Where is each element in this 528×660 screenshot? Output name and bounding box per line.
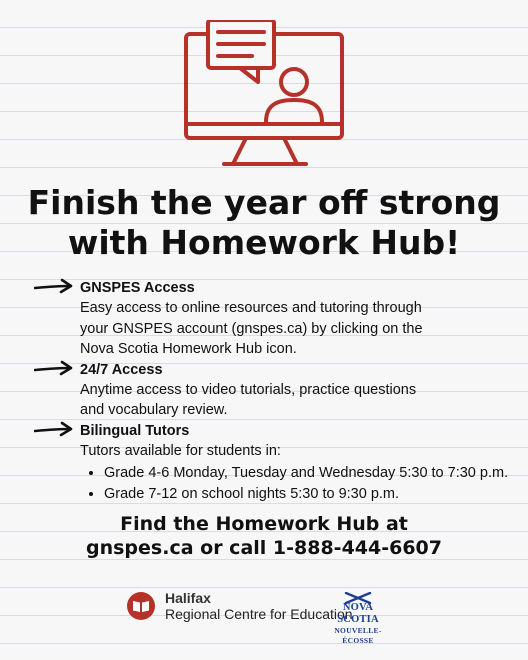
nova-scotia-logo	[322, 592, 394, 646]
section-body-line: Anytime access to video tutorials, practice questions	[80, 381, 417, 398]
headline-line-1: Finish the year off strong	[27, 183, 501, 222]
section-body-line: Tutors available for students in:	[80, 442, 281, 459]
section-body	[80, 380, 514, 421]
cta-line-2: gnspes.ca or call 1-888-444-6607	[86, 537, 442, 559]
arrow-right-icon	[34, 360, 74, 376]
hrce-logo	[126, 590, 353, 622]
section-body-line: your GNSPES account (gnspes.ca) by clicking on the	[80, 320, 423, 337]
section-body	[80, 441, 514, 462]
section-gnspes-access	[34, 278, 514, 360]
cta-line-1: Find the Homework Hub at	[120, 513, 408, 535]
section-body-line: Easy access to online resources and tutoring through	[80, 300, 422, 316]
tutor-schedule-list	[80, 463, 514, 505]
section-title: GNSPES Access	[80, 280, 195, 296]
ns-name: NOVA SCOTIA	[337, 602, 379, 625]
headline-line-2: with Homework Hub!	[67, 223, 461, 262]
section-body	[80, 298, 514, 360]
arrow-right-icon	[34, 421, 74, 437]
section-body-line: and vocabulary review.	[80, 402, 228, 418]
call-to-action	[20, 512, 508, 560]
footer-logos	[0, 590, 528, 645]
feature-list	[34, 278, 514, 505]
hrce-name: Halifax	[165, 590, 211, 606]
section-title: 24/7 Access	[80, 361, 163, 378]
ns-name-fr: NOUVELLE-ÉCOSSE	[334, 626, 382, 645]
list-item: • Grade 4-6 Monday, Tuesday and Wednesday 5:30 to 7:30 p.m.	[104, 463, 514, 484]
list-item: • Grade 7-12 on school nights 5:30 to 9:30 p.m.	[104, 484, 514, 505]
section-bilingual-tutors	[34, 421, 514, 506]
headline	[20, 183, 508, 263]
book-icon	[126, 591, 156, 621]
computer-chat-user-icon	[180, 20, 350, 172]
section-24-7-access	[34, 360, 514, 421]
hrce-subtitle: Regional Centre for Education	[165, 606, 353, 622]
section-body-line: Nova Scotia Homework Hub icon.	[80, 341, 297, 357]
section-title: Bilingual Tutors	[80, 422, 190, 439]
arrow-right-icon	[34, 278, 74, 294]
